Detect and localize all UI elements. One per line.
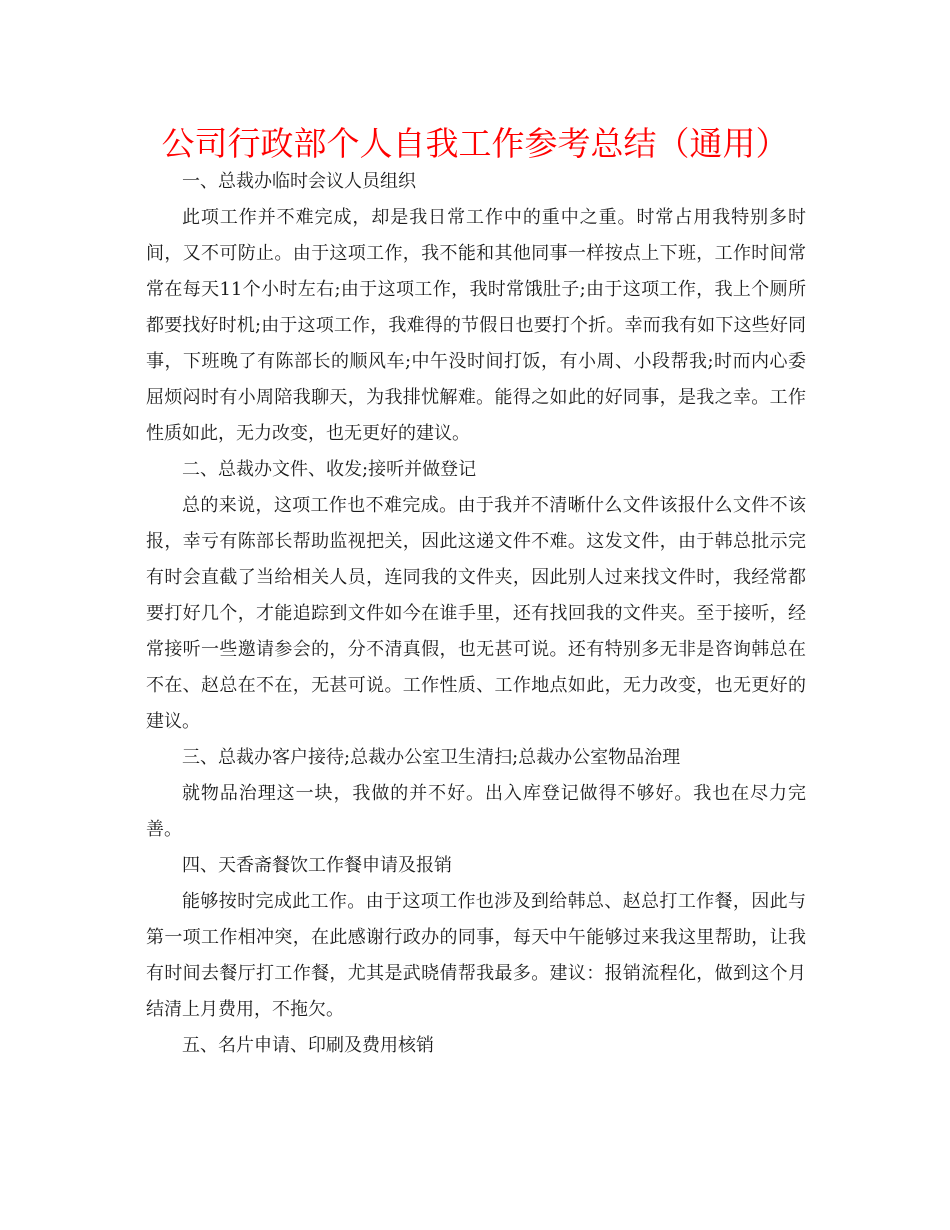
section-heading: 三、总裁办客户接待;总裁办公室卫生清扫;总裁办公室物品治理 xyxy=(182,747,681,768)
section-paragraph: 就物品治理这一块，我做的并不好。出入库登记做得不够好。我也在尽力完善。 xyxy=(146,783,806,840)
section-heading: 五、名片申请、印刷及费用核销 xyxy=(182,1035,434,1056)
section-paragraph: 总的来说，这项工作也不难完成。由于我并不清晰什么文件该报什么文件不该报，幸亏有陈部长帮助监视把关，因此这递文件不难。这发文件，由于韩总批示完有时会直截了当给相关人员，连同我的文件夹，因此别人过来找文件时，我经常都要打好几个，才能追踪到文件如今在谁手里，还有找回我的文件夹。至于接听，经常接听一些邀请参会的，分不清真假，也无甚可说。还有特别多无非是咨询韩总在不在、赵总在不在，无甚可说。工作性质、工作地点如此，无力改变，也无更好的建议。 xyxy=(146,495,806,732)
document-title: 公司行政部个人自我工作参考总结（通用） xyxy=(161,124,789,163)
section-heading: 一、总裁办临时会议人员组织 xyxy=(182,171,416,192)
section-heading: 二、总裁办文件、收发;接听并做登记 xyxy=(182,459,477,480)
section-paragraph: 能够按时完成此工作。由于这项工作也涉及到给韩总、赵总打工作餐，因此与第一项工作相冲突，在此感谢行政办的同事，每天中午能够过来我这里帮助，让我有时间去餐厅打工作餐，尤其是武晓倩帮我最多。建议：报销流程化，做到这个月结清上月费用，不拖欠。 xyxy=(146,891,806,1020)
section-heading: 四、天香斋餐饮工作餐申请及报销 xyxy=(182,855,452,876)
document-body xyxy=(146,164,806,1064)
section-paragraph: 此项工作并不难完成，却是我日常工作中的重中之重。时常占用我特别多时间，又不可防止。由于这项工作，我不能和其他同事一样按点上下班，工作时间常常在每天11个小时左右;由于这项工作，我时常饿肚子;由于这项工作，我上个厕所都要找好时机;由于这项工作，我难得的节假日也要打个折。幸而我有如下这些好同事，下班晚了有陈部长的顺风车;中午没时间打饭，有小周、小段帮我;时而内心委屈烦闷时有小周陪我聊天，为我排忧解难。能得之如此的好同事，是我之幸。工作性质如此，无力改变，也无更好的建议。 xyxy=(146,207,806,444)
